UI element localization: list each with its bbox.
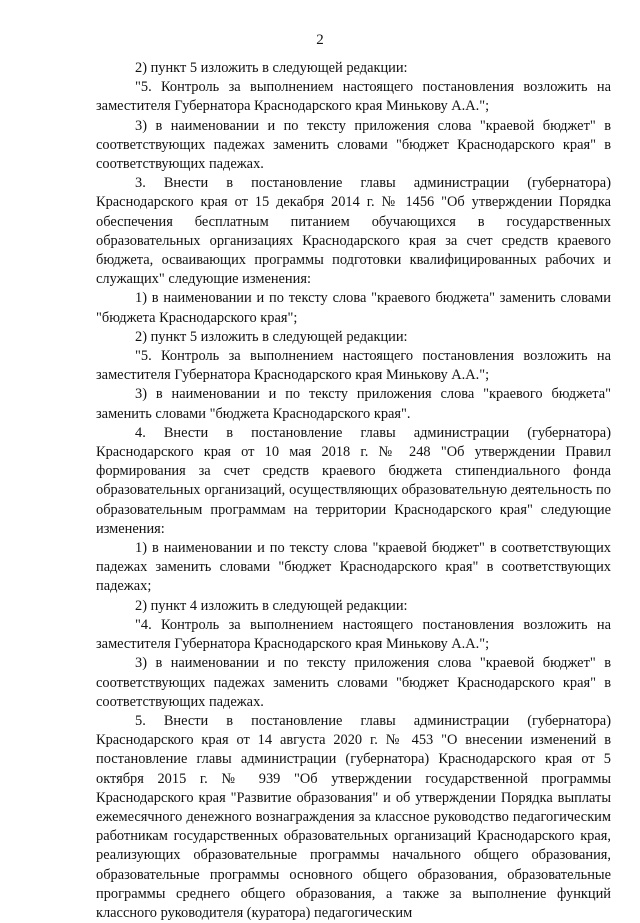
paragraph: 1) в наименовании и по тексту слова "краевого бюджета" заменить словами "бюджета Краснодарского края"; xyxy=(96,290,611,326)
paragraph: 3) в наименовании и по тексту приложения слова "краевого бюджета" заменить словами "бюджета Краснодарского края". xyxy=(96,386,611,422)
document-body xyxy=(96,59,611,923)
paragraph: 2) пункт 5 изложить в следующей редакции: xyxy=(135,60,408,76)
paragraph: 4. Внести в постановление главы администрации (губернатора) Краснодарского края от 10 мая 2018 г. № 248 "Об утверждении Правил формирования за счет средств краевого бюджета стипендиального фонда образовательных организаций, осуществляющих образовательную деятельность по образовательным программам на территории Краснодарского края" следующие изменения: xyxy=(96,424,611,537)
paragraph: "4. Контроль за выполнением настоящего постановления возложить на заместителя Губернатора Краснодарского края Минькову А.А."; xyxy=(96,616,611,653)
paragraph: 3) в наименовании и по тексту приложения слова "краевой бюджет" в соответствующих падежах заменить словами "бюджет Краснодарского края" в соответствующих падежах. xyxy=(96,655,611,710)
paragraph: 2) пункт 4 изложить в следующей редакции: xyxy=(135,597,408,614)
paragraph: 5. Внести в постановление главы администрации (губернатора) Краснодарского края от 14 августа 2020 г. № 453 "О внесении изменений в постановление главы администрации (губернатора) Краснодарского края от 5 октября 2015 г. № 939 "Об утверждении государственной программы Краснодарского края "Развитие образования" и об утверждении Порядка выплаты ежемесячного денежного вознаграждения за классное руководство педагогическим работникам государственных образовательных организаций Краснодарского края, реализующих образовательные программы начального общего образования, образовательные программы основного общего образования, образовательные программы среднего общего образования, а также за выполнение функций классного руководителя (куратора) педагогическим xyxy=(96,712,611,921)
paragraph: 1) в наименовании и по тексту слова "краевой бюджет" в соответствующих падежах заменить словами "бюджет Краснодарского края" в соответствующих падежах; xyxy=(96,540,611,595)
paragraph: 2) пункт 5 изложить в следующей редакции: xyxy=(135,328,408,345)
paragraph: 3) в наименовании и по тексту приложения слова "краевой бюджет" в соответствующих падежах заменить словами "бюджет Краснодарского края" в соответствующих падежах. xyxy=(96,117,611,173)
page-number: 2 xyxy=(316,32,324,48)
paragraph: 3. Внести в постановление главы администрации (губернатора) Краснодарского края от 15 декабря 2014 г. № 1456 "Об утверждении Порядка обеспечения бесплатным питанием обучающихся в государственных образовательных организациях Краснодарского края за счет средств краевого бюджета, осваивающих программы подготовки квалифицированных рабочих и служащих" следующие изменения: xyxy=(96,175,611,288)
paragraph: "5. Контроль за выполнением настоящего постановления возложить на заместителя Губернатора Краснодарского края Минькову А.А."; xyxy=(96,79,611,115)
paragraph: "5. Контроль за выполнением настоящего постановления возложить на заместителя Губернатора Краснодарского края Минькову А.А."; xyxy=(96,348,611,384)
